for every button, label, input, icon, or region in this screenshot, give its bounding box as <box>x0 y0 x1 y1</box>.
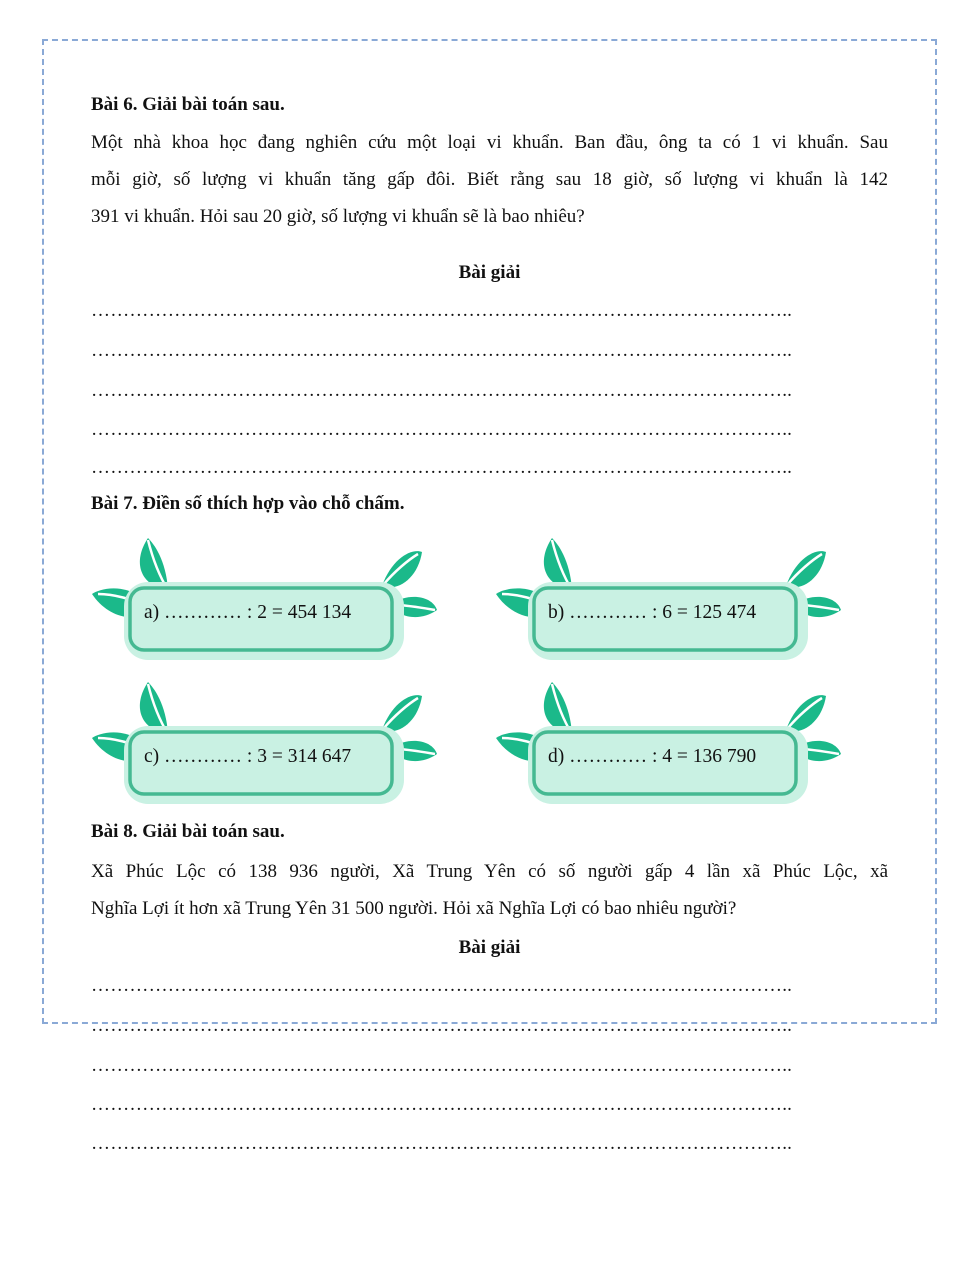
bai8-problem <box>91 853 888 927</box>
bai6-line-1: Một nhà khoa học đang nghiên cứu một loại vi khuẩn. Ban đầu, ông ta có 1 vi khuẩn. Sau <box>91 132 888 153</box>
bai8-answer-line-2[interactable]: ……………………………………………………………………………………………….. <box>91 1015 793 1036</box>
bai7-item-d <box>496 682 841 832</box>
bai6-answer-line-5[interactable]: ……………………………………………………………………………………………….. <box>91 457 793 478</box>
bai7-expression-b[interactable]: b) ………… : 6 = 125 474 <box>548 602 757 623</box>
bai8-line-1: Xã Phúc Lộc có 138 936 người, Xã Trung Yên có số người gấp 4 lần xã Phúc Lộc, xã <box>91 861 888 882</box>
bai6-line-3: 391 vi khuẩn. Hỏi sau 20 giờ, số lượng vi khuẩn sẽ là bao nhiêu? <box>91 206 585 227</box>
bai6-answer-line-3[interactable]: ……………………………………………………………………………………………….. <box>91 380 793 401</box>
bai7-item-a <box>92 538 437 688</box>
bai6-problem <box>91 124 888 235</box>
bai8-answer-line-4[interactable]: ……………………………………………………………………………………………….. <box>91 1094 793 1115</box>
bai7-title: Bài 7. Điền số thích hợp vào chỗ chấm. <box>91 493 405 514</box>
bai7-item-c <box>92 682 437 832</box>
bai6-title: Bài 6. Giải bài toán sau. <box>91 94 285 115</box>
bai8-answer-line-3[interactable]: ……………………………………………………………………………………………….. <box>91 1055 793 1076</box>
bai7-expression-c[interactable]: c) ………… : 3 = 314 647 <box>144 746 352 767</box>
bai7-expression-a[interactable]: a) ………… : 2 = 454 134 <box>144 602 352 623</box>
bai8-line-2: Nghĩa Lợi ít hơn xã Trung Yên 31 500 người. Hỏi xã Nghĩa Lợi có bao nhiêu người? <box>91 898 737 919</box>
bai6-line-2: mỗi giờ, số lượng vi khuẩn tăng gấp đôi. Biết rằng sau 18 giờ, số lượng vi khuẩn là 142 <box>91 169 888 190</box>
bai8-answer-line-5[interactable]: ……………………………………………………………………………………………….. <box>91 1133 793 1154</box>
bai6-answer-line-2[interactable]: ……………………………………………………………………………………………….. <box>91 340 793 361</box>
bai8-solution-heading: Bài giải <box>458 937 521 958</box>
bai6-solution-heading: Bài giải <box>458 262 521 283</box>
bai6-answer-line-1[interactable]: ……………………………………………………………………………………………….. <box>91 300 793 321</box>
bai7-expression-d[interactable]: d) ………… : 4 = 136 790 <box>548 746 757 767</box>
bai6-answer-line-4[interactable]: ……………………………………………………………………………………………….. <box>91 419 793 440</box>
bai8-title: Bài 8. Giải bài toán sau. <box>91 821 285 842</box>
bai7-item-b <box>496 538 841 688</box>
bai8-answer-line-1[interactable]: ……………………………………………………………………………………………….. <box>91 975 793 996</box>
